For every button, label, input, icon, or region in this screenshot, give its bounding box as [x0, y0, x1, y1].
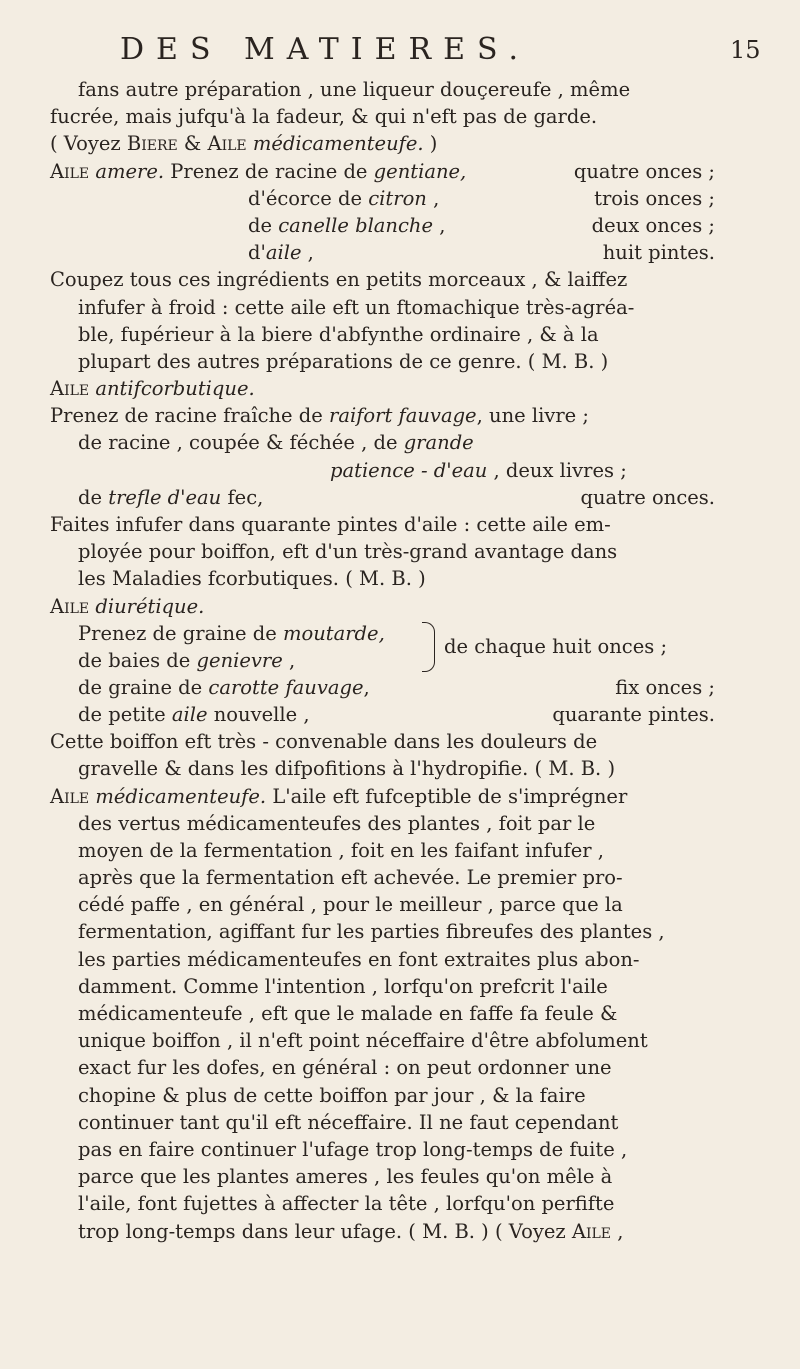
text-line: unique boiffon , il n'eft point néceffaire d'être abfolument	[78, 1029, 648, 1053]
braced-ingredients	[50, 620, 740, 674]
text-line: infufer à froid : cette aile eft un ftomachique très-agréa-	[78, 295, 635, 319]
text-line: ployée pour boiffon, eft d'un très-grand avantage dans	[78, 540, 618, 564]
text-line: continuer tant qu'il eft néceffaire. Il ne faut cependant	[78, 1110, 619, 1134]
entry-aile-amere: Aile amere. Prenez de racine de gentiane, quatre onces ;	[50, 159, 715, 183]
entry-aile-diuretique: Aile diurétique.	[50, 594, 205, 618]
ingredient-line: Prenez de graine de moutarde,	[78, 621, 385, 645]
text-line: Coupez tous ces ingrédients en petits morceaux , & laiffez	[50, 268, 628, 292]
text-line: chopine & plus de cette boiffon par jour , & la faire	[78, 1083, 586, 1107]
text-line: damment. Comme l'intention , lorfqu'on prefcrit l'aile	[78, 974, 608, 998]
entry-headword: Aile	[50, 784, 90, 808]
text-line: plupart des autres préparations de ce genre. ( M. B. )	[78, 349, 609, 373]
text-line: exact fur les dofes, en général : on peut ordonner une	[78, 1056, 612, 1080]
text-line: les Maladies fcorbutiques. ( M. B. )	[78, 567, 426, 591]
entry-aile-antiscorbutique: Aile antifcorbutique.	[50, 377, 255, 401]
ingredient-line: de petite aile nouvelle , quarante pintes.	[78, 702, 715, 726]
text-line: médicamenteufe , eft que le malade en faffe fa feule &	[78, 1002, 618, 1025]
page-number: 15	[730, 36, 761, 64]
curly-brace-icon	[422, 622, 435, 672]
entry-headword: Aile	[50, 159, 90, 183]
running-header	[0, 30, 800, 70]
text-line: patience - d'eau , deux livres ;	[330, 458, 627, 482]
text-line: Prenez de racine fraîche de raifort fauvage, une livre ;	[50, 404, 589, 428]
ingredient-line: d'écorce de citron , trois onces ;	[248, 186, 715, 210]
entry-headword: Aile	[50, 377, 90, 401]
text-line: moyen de la fermentation , foit en les faifant infufer ,	[78, 838, 604, 862]
ingredient-line: de canelle blanche , deux onces ;	[248, 213, 715, 237]
entry-aile-medicamenteuse: Aile médicamenteufe. L'aile eft fufceptible de s'imprégner	[50, 784, 628, 808]
text-line: des vertus médicamenteufes des plantes , foit par le	[78, 811, 596, 835]
text-line: fucrée, mais jufqu'à la fadeur, & qui n'eft pas de garde.	[50, 105, 598, 129]
text-line: les parties médicamenteufes en font extraites plus abon-	[78, 947, 640, 971]
ingredient-line: de baies de genievre ,	[78, 648, 296, 672]
ingredient-line: de graine de carotte fauvage, fix onces ;	[78, 675, 715, 699]
text-line: de racine , coupée & féchée , de grande	[78, 431, 474, 455]
text-line: ( Voyez Biere & Aile médicamenteufe. )	[50, 132, 438, 156]
text-line: fans autre préparation , une liqueur douçereufe , même	[78, 78, 631, 101]
ingredient-line: d'aile , huit pintes.	[248, 241, 715, 265]
entry-headword: Aile	[50, 594, 90, 618]
text-line: cédé paffe , en général , pour le meilleur , parce que la	[78, 893, 623, 917]
running-title: DES MATIERES.	[120, 32, 531, 67]
brace-quantity: de chaque huit onces ;	[444, 634, 668, 658]
text-line: fermentation, agiffant fur les parties fibreufes des plantes ,	[78, 920, 665, 944]
ingredient-line: de trefle d'eau fec, quatre onces.	[78, 485, 715, 509]
body-text	[50, 76, 740, 1245]
text-line: Cette boiffon eft très - convenable dans les douleurs de	[50, 730, 598, 754]
text-line: gravelle & dans les difpofitions à l'hydropifie. ( M. B. )	[78, 757, 616, 781]
text-line: après que la fermentation eft achevée. Le premier pro-	[78, 866, 623, 890]
text-line: pas en faire continuer l'ufage trop long-temps de fuite ,	[78, 1137, 628, 1161]
text-line: trop long-temps dans leur ufage. ( M. B. ) ( Voyez Aile ,	[78, 1219, 624, 1243]
text-line: ble, fupérieur à la biere d'abfynthe ordinaire , & à la	[78, 322, 599, 346]
text-line: parce que les plantes ameres , les feules qu'on mêle à	[78, 1165, 613, 1189]
text-line: l'aile, font fujettes à affecter la tête , lorfqu'on perfifte	[78, 1192, 615, 1216]
text-line: Faites infufer dans quarante pintes d'aile : cette aile em-	[50, 513, 611, 536]
